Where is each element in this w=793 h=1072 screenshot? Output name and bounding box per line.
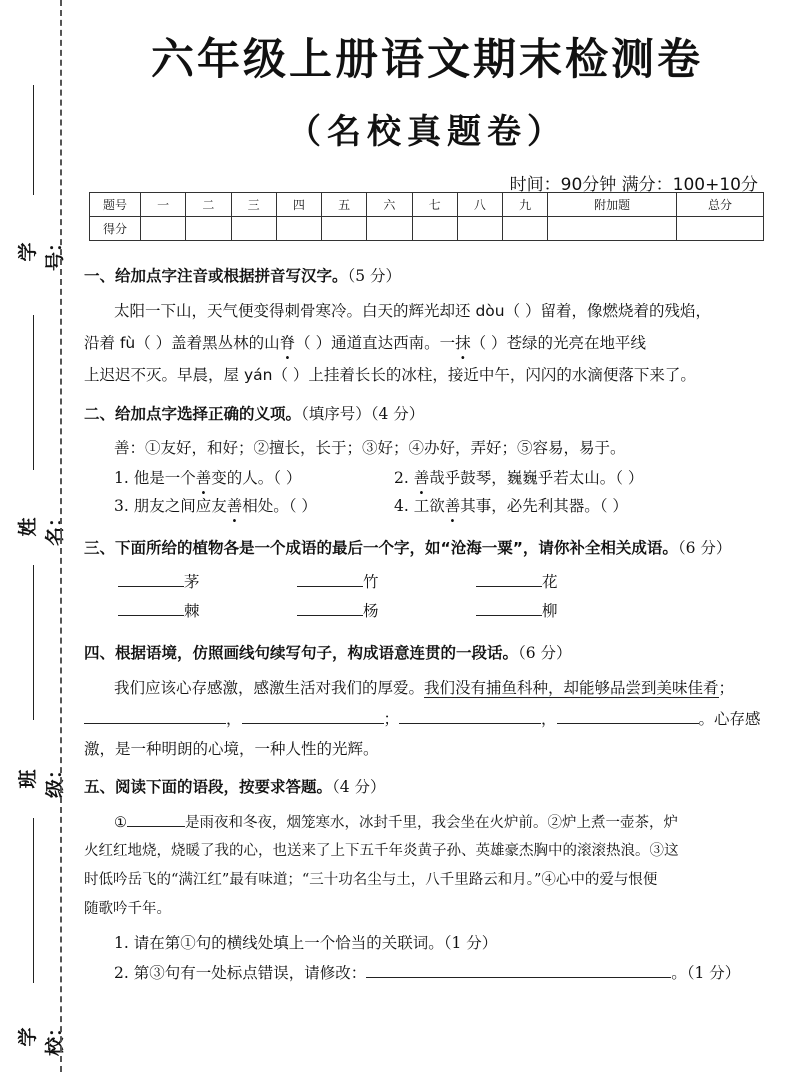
q3-title: 三、下面所给的植物各是一个成语的最后一个字，如“沧海一粟”，请你补全相关成语。（6 分） bbox=[84, 539, 732, 557]
q3-idiom-6[interactable]: 柳 bbox=[476, 599, 558, 621]
score-table bbox=[89, 192, 764, 241]
class-label: 班级： bbox=[17, 760, 66, 799]
score-cell: 附加题 bbox=[548, 193, 677, 217]
q2-item-1[interactable]: 1. 他是一个善变的人。（ ） bbox=[114, 469, 302, 487]
school-line bbox=[33, 818, 34, 983]
score-table-header-row bbox=[90, 193, 764, 217]
q4-blank[interactable] bbox=[84, 707, 226, 724]
score-input-cell[interactable] bbox=[457, 217, 502, 241]
q3-idiom-4[interactable]: 棘 bbox=[118, 599, 200, 621]
q4-line-2: ， ； ， 。心存感 bbox=[84, 707, 761, 729]
q5-paragraph-line-2: 火红红地烧，烧暖了我的心，也送来了上下五千年炎黄子孙、英雄豪杰胸中的滚滚热浪。③这 bbox=[84, 843, 679, 859]
q1-line-2: 沿着 fù（ ）盖着黑丛林的山脊（ ）通道直达西南。一抹（ ）苍绿的光亮在地平线 bbox=[84, 334, 647, 352]
score-input-cell[interactable] bbox=[276, 217, 321, 241]
score-cell: 八 bbox=[457, 193, 502, 217]
score-cell: 题号 bbox=[90, 193, 141, 217]
q1-line-3: 上迟迟不灭。早晨，屋 yán（ ）上挂着长长的冰柱，接近中午，闪闪的水滴便落下来了。 bbox=[84, 366, 696, 384]
q3-blank[interactable] bbox=[118, 570, 184, 587]
score-cell: 六 bbox=[367, 193, 412, 217]
q3-idiom-1[interactable]: 茅 bbox=[118, 570, 200, 592]
q5-paragraph-line-4: 随歌吟千年。 bbox=[84, 901, 171, 917]
q3-idiom-5[interactable]: 杨 bbox=[297, 599, 379, 621]
q1-answer-paren[interactable]: （ ）通道直达西南。一 bbox=[295, 334, 456, 352]
q2-options: 善：①友好，和好；②擅长，长于；③好；④办好，弄好；⑤容易，易于。 bbox=[114, 439, 626, 457]
q3-blank[interactable] bbox=[476, 570, 542, 587]
score-input-cell[interactable] bbox=[412, 217, 457, 241]
q4-blank[interactable] bbox=[399, 707, 541, 724]
score-input-cell[interactable] bbox=[503, 217, 548, 241]
student-id-line bbox=[33, 85, 34, 195]
q3-blank[interactable] bbox=[297, 599, 363, 616]
q5-subquestion-2: 2. 第③句有一处标点错误，请修改： 。（1 分） bbox=[114, 961, 740, 983]
q3-blank[interactable] bbox=[476, 599, 542, 616]
q5-title: 五、阅读下面的语段，按要求答题。（4 分） bbox=[84, 778, 386, 796]
q1-answer-paren[interactable]: （ ）留着，像燃烧着的残焰， bbox=[504, 302, 712, 320]
score-input-cell[interactable] bbox=[548, 217, 677, 241]
q2-item-2[interactable]: 2. 善哉乎鼓琴，巍巍乎若太山。（ ） bbox=[394, 469, 644, 487]
q5-answer-blank[interactable] bbox=[366, 961, 671, 978]
q4-blank[interactable] bbox=[557, 707, 699, 724]
q3-blank[interactable] bbox=[118, 599, 184, 616]
exam-subtitle: （名校真题卷） bbox=[287, 112, 567, 152]
exam-title: 六年级上册语文期末检测卷 bbox=[151, 35, 703, 85]
q5-subquestion-1: 1. 请在第①句的横线处填上一个恰当的关联词。（1 分） bbox=[114, 934, 498, 952]
q1-answer-paren[interactable]: （ ）盖着黑丛林的山 bbox=[135, 334, 280, 352]
score-cell: 二 bbox=[186, 193, 231, 217]
score-cell: 三 bbox=[231, 193, 276, 217]
q5-paragraph-line-3: 时低吟岳飞的“满江红”最有味道；“三十功名尘与土，八千里路云和月。”④心中的爱与恨便 bbox=[84, 872, 658, 888]
q1-line-1: 太阳一下山，天气便变得刺骨寒冷。白天的辉光却还 dòu（ ）留着，像燃烧着的残焰， bbox=[114, 302, 712, 320]
score-table-score-row bbox=[90, 217, 764, 241]
score-cell: 一 bbox=[141, 193, 186, 217]
q2-item-3[interactable]: 3. 朋友之间应友善相处。（ ） bbox=[114, 497, 317, 515]
q5-paragraph-line-1: ① 是雨夜和冬夜，烟笼寒水，冰封千里，我会坐在火炉前。②炉上煮一壶茶，炉 bbox=[114, 810, 678, 832]
q3-blank[interactable] bbox=[297, 570, 363, 587]
score-input-cell[interactable] bbox=[186, 217, 231, 241]
score-cell: 九 bbox=[503, 193, 548, 217]
score-cell: 总分 bbox=[676, 193, 763, 217]
dashed-cut-line bbox=[60, 0, 62, 1072]
score-cell: 得分 bbox=[90, 217, 141, 241]
score-cell: 七 bbox=[412, 193, 457, 217]
q3-idiom-2[interactable]: 竹 bbox=[297, 570, 379, 592]
q4-blank[interactable] bbox=[242, 707, 384, 724]
score-input-cell[interactable] bbox=[676, 217, 763, 241]
score-cell: 五 bbox=[322, 193, 367, 217]
name-label: 姓名： bbox=[17, 508, 66, 547]
time-and-score-info: 时间：90分钟 满分：100+10分 bbox=[509, 175, 758, 195]
q4-title: 四、根据语境，仿照画线句续写句子，构成语意连贯的一段话。（6 分） bbox=[84, 644, 572, 662]
q2-title: 二、给加点字选择正确的义项。（填序号）（4 分） bbox=[84, 405, 425, 423]
score-input-cell[interactable] bbox=[322, 217, 367, 241]
q4-line-1: 我们应该心存感激，感激生活对我们的厚爱。我们没有捕鱼科种，却能够品尝到美味佳肴； bbox=[114, 679, 735, 697]
q4-underlined-sentence: 我们没有捕鱼科种，却能够品尝到美味佳肴 bbox=[424, 679, 719, 697]
q1-answer-paren[interactable]: （ ）苍绿的光亮在地平线 bbox=[470, 334, 647, 352]
score-input-cell[interactable] bbox=[231, 217, 276, 241]
q5-blank[interactable] bbox=[127, 810, 185, 827]
q2-item-4[interactable]: 4. 工欲善其事，必先利其器。（ ） bbox=[394, 497, 628, 515]
class-line bbox=[33, 565, 34, 720]
school-label: 学校： bbox=[17, 1018, 66, 1057]
score-cell: 四 bbox=[276, 193, 321, 217]
q3-idiom-3[interactable]: 花 bbox=[476, 570, 558, 592]
binding-strip bbox=[0, 0, 66, 1072]
q4-line-3: 激，是一种明朗的心境，一种人性的光辉。 bbox=[84, 740, 379, 758]
score-input-cell[interactable] bbox=[141, 217, 186, 241]
student-id-label: 学号： bbox=[17, 233, 66, 272]
q1-title: 一、给加点字注音或根据拼音写汉字。（5 分） bbox=[84, 267, 402, 285]
score-input-cell[interactable] bbox=[367, 217, 412, 241]
name-line bbox=[33, 315, 34, 470]
q1-answer-paren[interactable]: （ ）上挂着长长的冰柱，接近中午，闪闪的水滴便落下来了。 bbox=[272, 366, 696, 384]
